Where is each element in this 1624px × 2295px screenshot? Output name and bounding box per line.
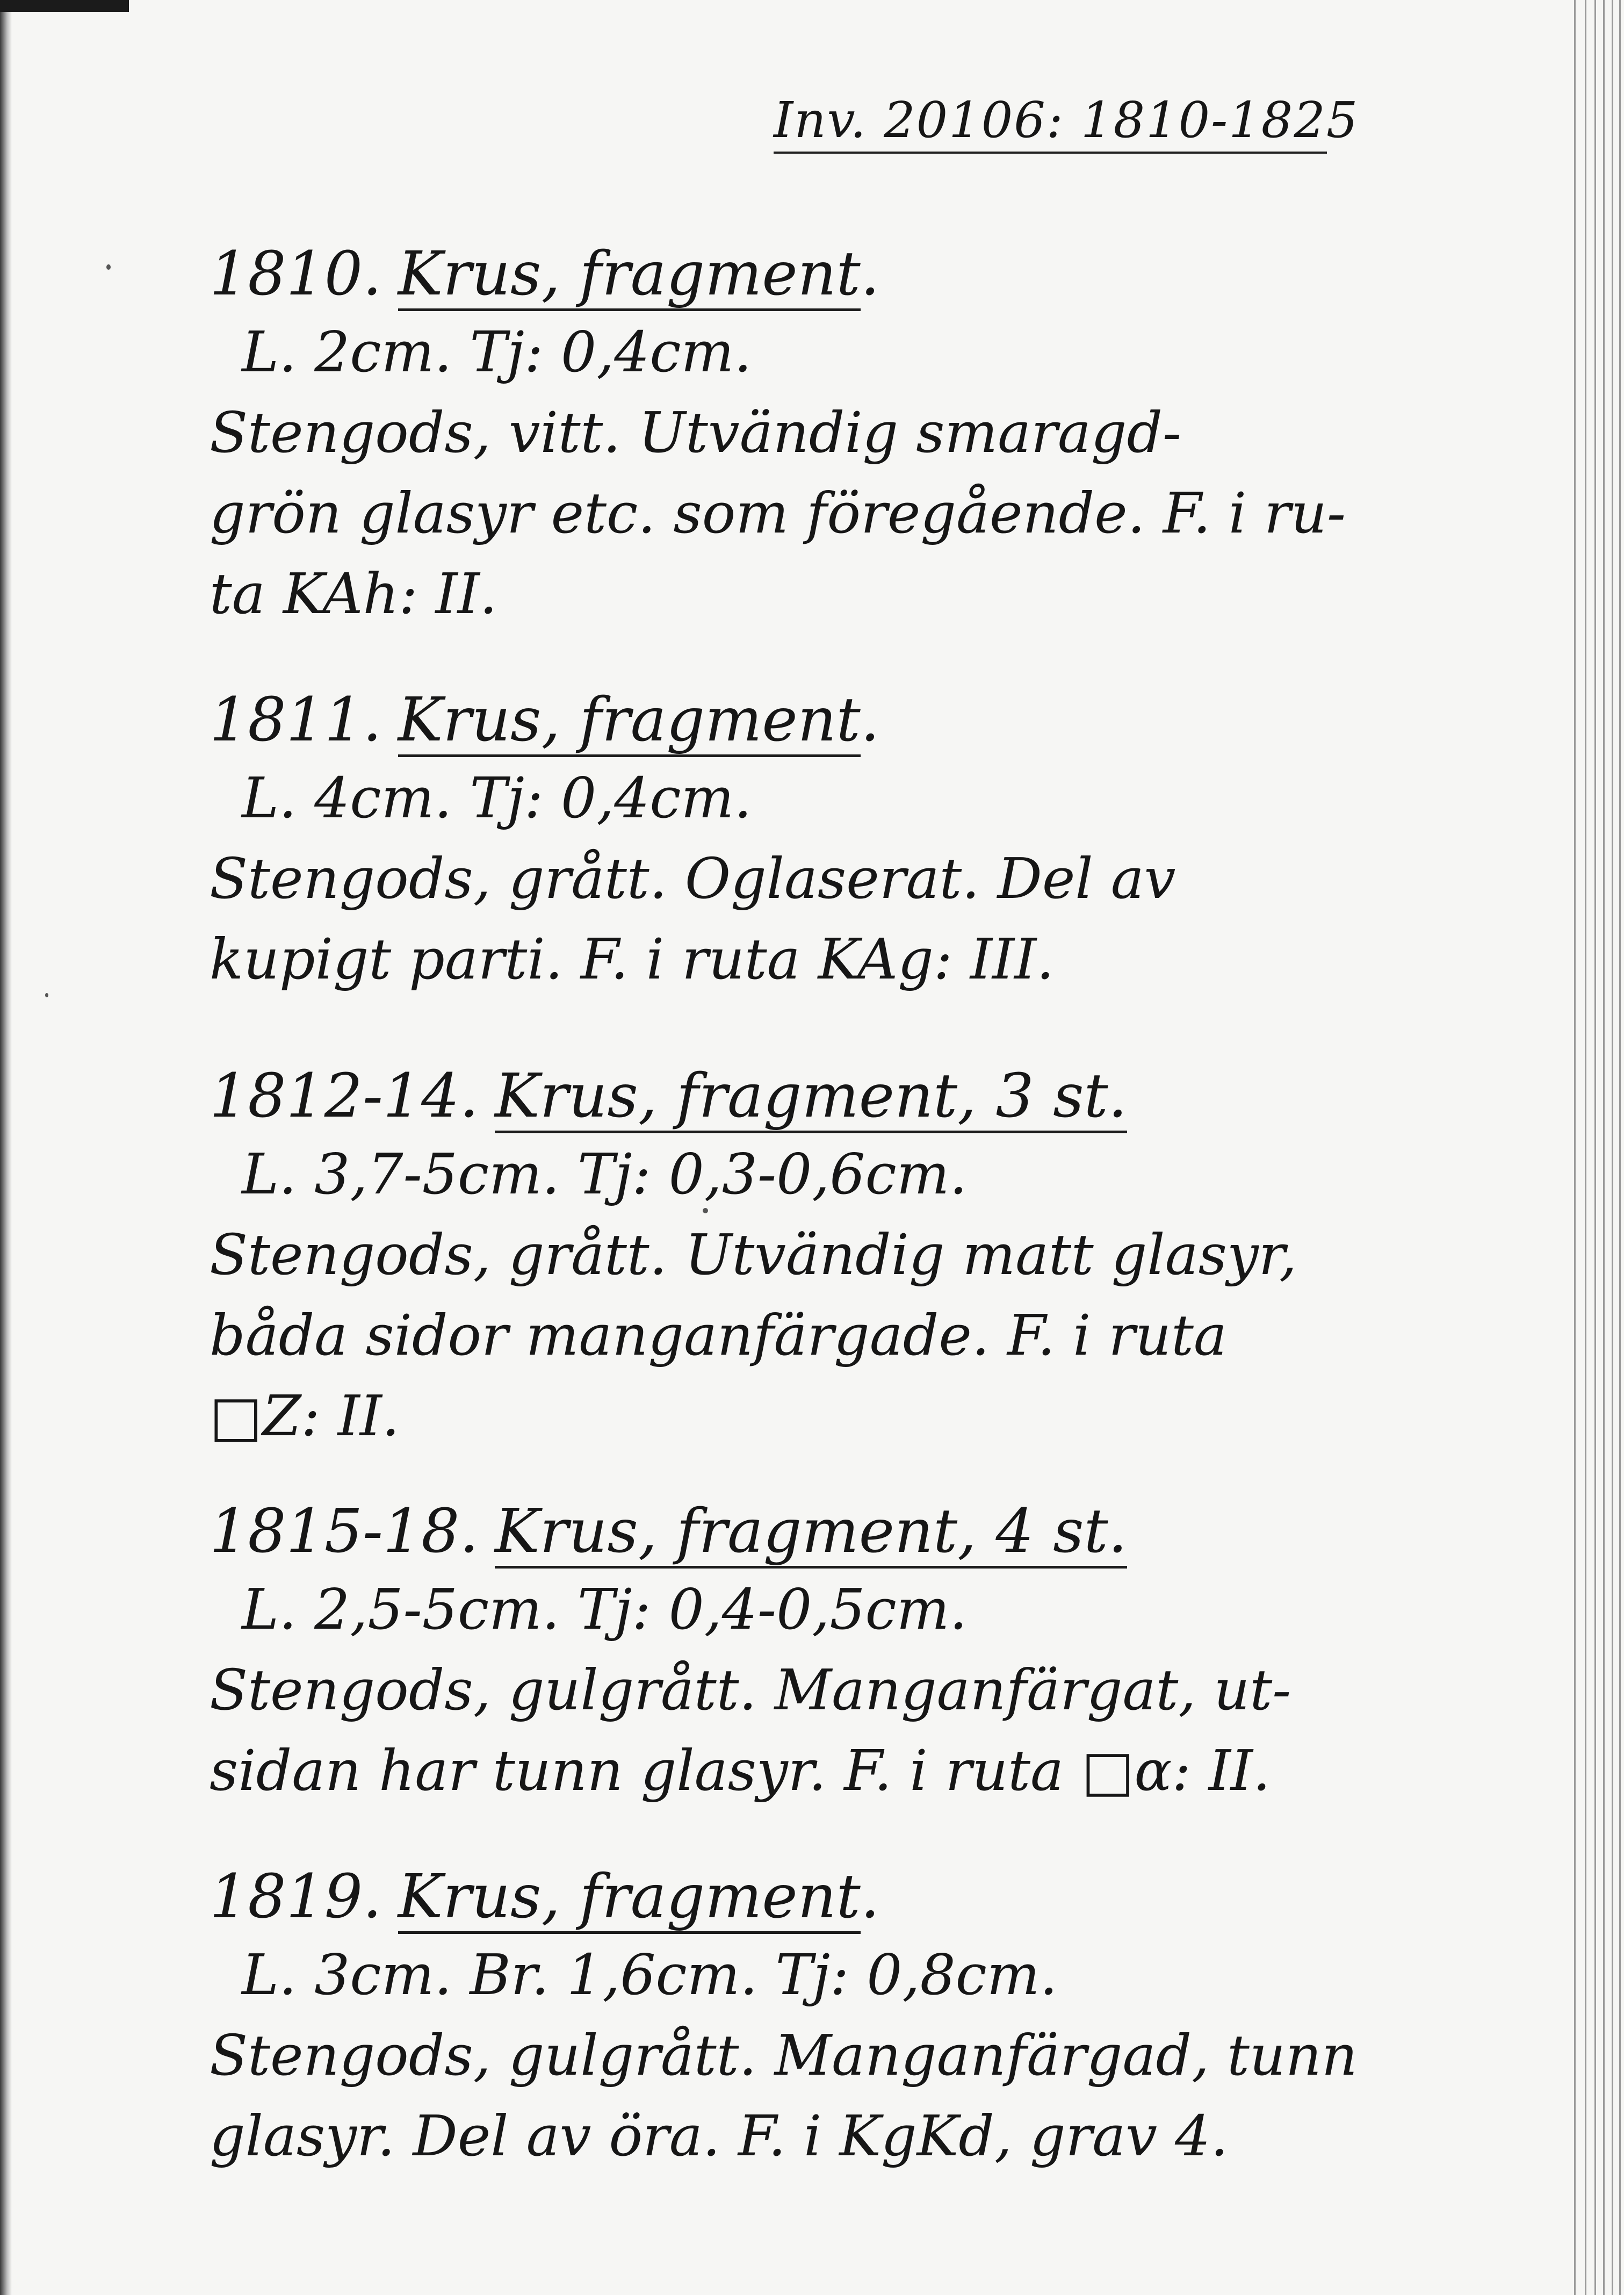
ink-speck	[45, 993, 48, 997]
description-line: Stengods, vitt. Utvändig smaragd-	[210, 400, 1182, 465]
description-line: ta KAh: II.	[210, 561, 497, 627]
entry-title-suffix: .	[860, 1862, 880, 1932]
entry-title-row	[210, 236, 1381, 312]
entry-title: Krus, fragment, 4 st.	[495, 1499, 1127, 1569]
ink-speck	[106, 264, 111, 270]
entry-number: 1810.	[210, 239, 382, 309]
entry-description	[210, 1214, 1381, 1456]
entry-number: 1812-14.	[210, 1061, 479, 1131]
header-underline	[774, 152, 1327, 154]
entry-title-row	[210, 1059, 1381, 1134]
entry-title: Krus, fragment	[398, 688, 861, 757]
entry-description	[210, 392, 1381, 634]
entry-title-suffix: .	[860, 239, 880, 309]
entry-description	[210, 2015, 1381, 2176]
description-line: kupigt parti. F. i ruta KAg: III.	[210, 926, 1055, 992]
catalog-entry	[210, 1059, 1381, 1456]
entry-number: 1815-18.	[210, 1497, 479, 1566]
catalog-entry	[210, 682, 1381, 999]
inventory-header	[774, 91, 1359, 149]
entry-description	[210, 1650, 1381, 1811]
scan-edge-mark	[0, 0, 129, 12]
entry-measurements: L. 4cm. Tj: 0,4cm.	[242, 765, 752, 831]
description-line: Stengods, gulgrått. Manganfärgat, ut-	[210, 1657, 1291, 1723]
description-line: glasyr. Del av öra. F. i KgKd, grav 4.	[210, 2103, 1229, 2169]
entry-title: Krus, fragment	[398, 1865, 861, 1934]
entry-measurements: L. 3cm. Br. 1,6cm. Tj: 0,8cm.	[242, 1942, 1058, 2008]
entry-number: 1811.	[210, 685, 382, 755]
entry-title-row	[210, 682, 1381, 758]
inventory-header-text: Inv. 20106: 1810-1825	[774, 91, 1359, 149]
entry-measurements: L. 3,7-5cm. Tj: 0,3-0,6cm.	[242, 1141, 968, 1207]
entry-measurements: L. 2,5-5cm. Tj: 0,4-0,5cm.	[242, 1577, 968, 1642]
catalog-entry	[210, 1859, 1381, 2176]
description-line: sidan har tunn glasyr. F. i ruta □α: II.	[210, 1738, 1271, 1803]
stacked-page-edges	[1565, 0, 1624, 2295]
description-line: Stengods, grått. Oglaserat. Del av	[210, 846, 1176, 911]
entry-title-suffix: .	[860, 685, 880, 755]
entry-title: Krus, fragment	[398, 242, 861, 311]
entry-title-row	[210, 1859, 1381, 1934]
description-line: Stengods, grått. Utvändig matt glasyr,	[210, 1222, 1297, 1287]
catalog-entry	[210, 1494, 1381, 1811]
catalog-entry	[210, 236, 1381, 634]
description-line: grön glasyr etc. som föregående. F. i ru-	[210, 480, 1346, 546]
book-spine-shadow	[0, 0, 12, 2295]
entry-title-row	[210, 1494, 1381, 1569]
description-line: Stengods, gulgrått. Manganfärgad, tunn	[210, 2023, 1358, 2088]
entry-description	[210, 838, 1381, 999]
entry-title: Krus, fragment, 3 st.	[495, 1064, 1127, 1133]
description-line: båda sidor manganfärgade. F. i ruta	[210, 1303, 1227, 1368]
entry-measurements: L. 2cm. Tj: 0,4cm.	[242, 319, 752, 385]
entry-number: 1819.	[210, 1862, 382, 1932]
description-line: □Z: II.	[210, 1383, 400, 1449]
